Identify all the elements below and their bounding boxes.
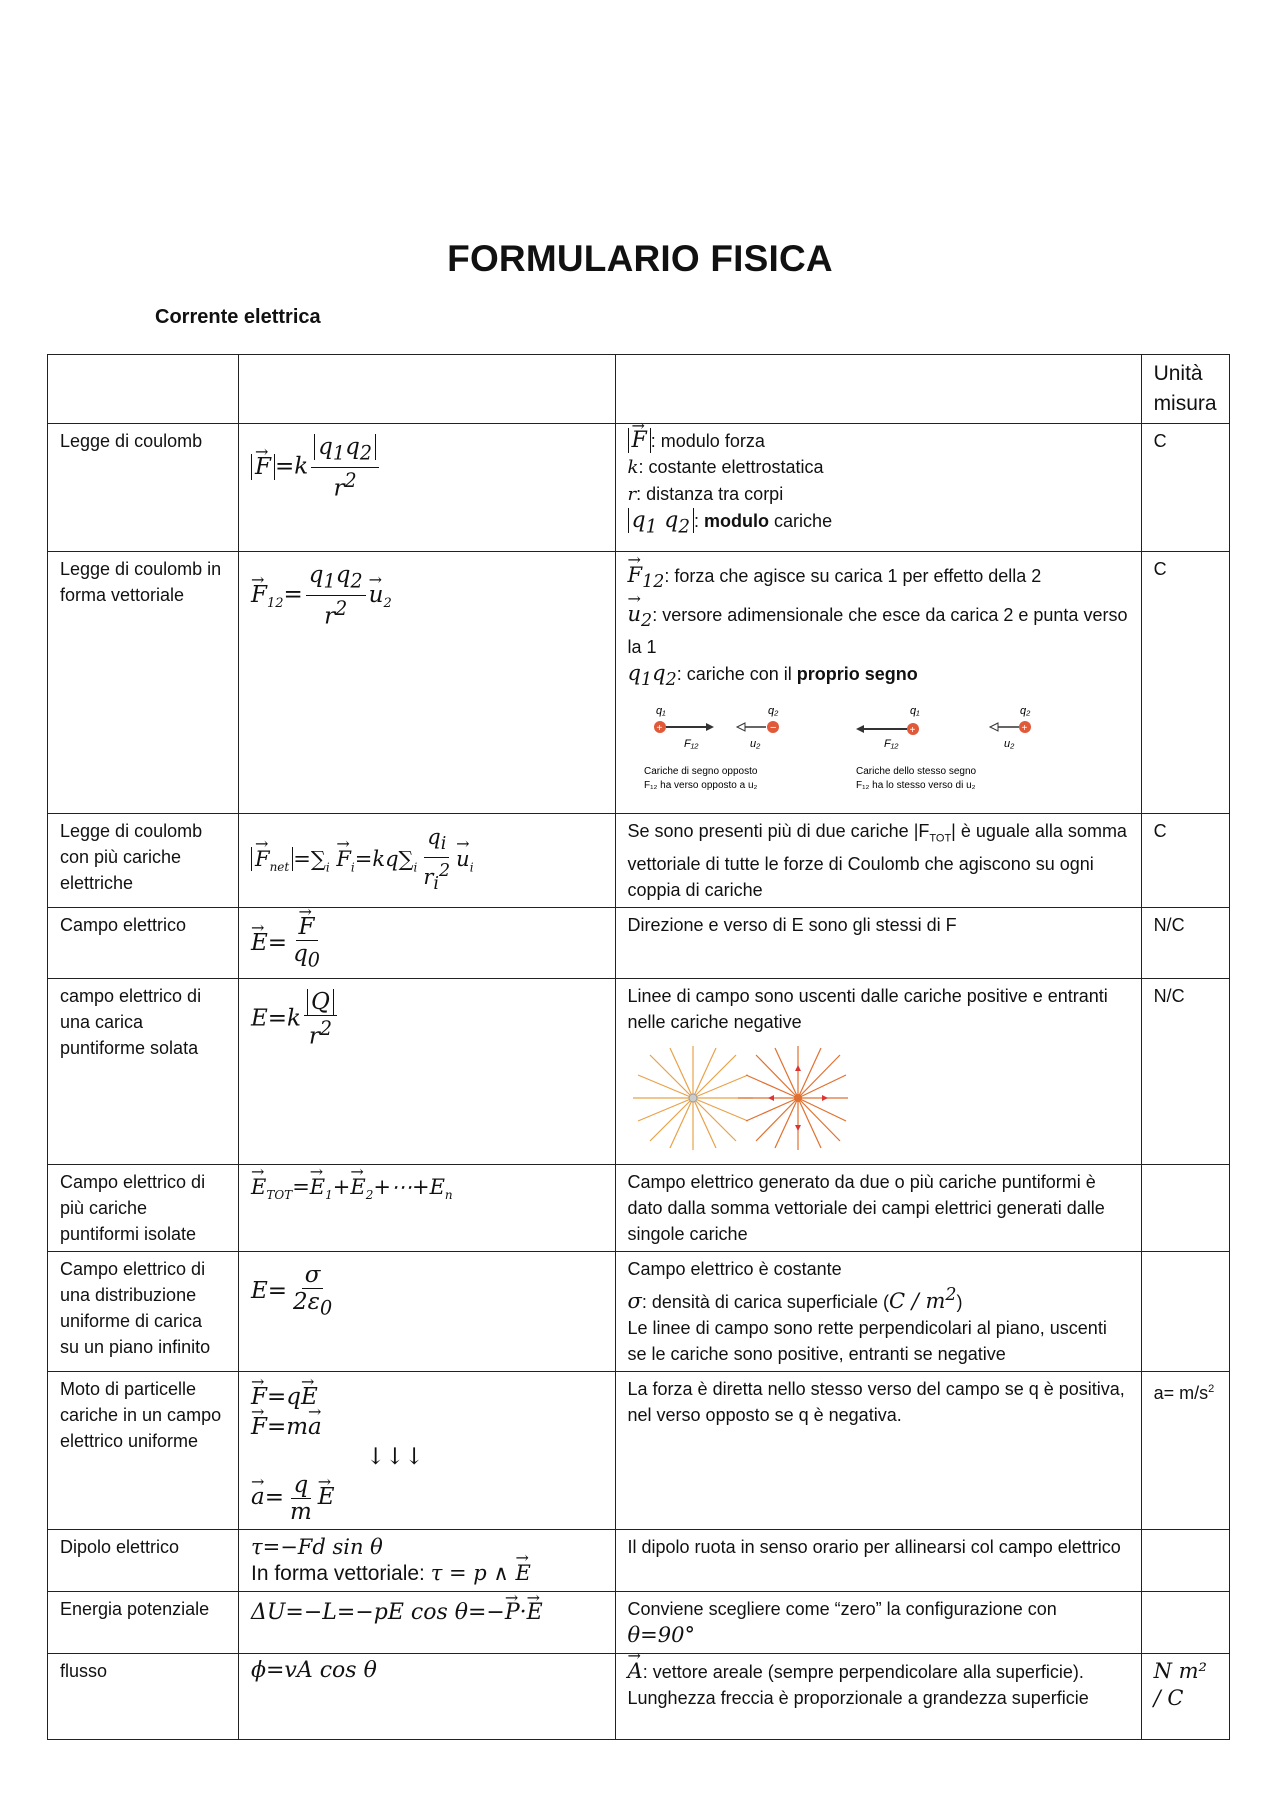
svg-text:u₂: u₂: [1003, 737, 1014, 750]
svg-text:−: −: [769, 721, 776, 734]
caption-right: Cariche dello stesso segno: [855, 765, 976, 777]
field-lines-diagram: [628, 1043, 848, 1153]
row-unit: C: [1141, 813, 1229, 908]
row-name: Campo elettrico: [48, 908, 239, 979]
caption-left: Cariche di segno opposto: [643, 765, 757, 777]
table-row: [48, 978, 1230, 1164]
section-heading: Corrente elettrica: [155, 306, 321, 328]
svg-text:F₁₂: F₁₂: [683, 737, 698, 750]
row-formula: [238, 908, 615, 979]
row-name: Campo elettrico di più cariche puntiformi isolate: [48, 1164, 239, 1251]
svg-text:F₁₂ ha verso opposto a u₂: F₁₂ ha verso opposto a u₂: [643, 779, 757, 791]
table-row: [48, 1371, 1230, 1529]
row-formula: [238, 424, 615, 552]
svg-text:u₂: u₂: [749, 737, 760, 750]
table-row: [48, 1529, 1230, 1591]
svg-text:F₁₂ ha lo stesso verso di u₂: F₁₂ ha lo stesso verso di u₂: [855, 779, 976, 791]
formula: → $E_{TOT}=\to E_1+\to$ $E_2+\cdots+E_n$: [251, 1169, 603, 1211]
row-description: Direzione e verso di E sono gli stessi di F: [615, 908, 1141, 979]
implies-arrows: ↓↓↓: [365, 1443, 424, 1470]
row-unit: N/C: [1141, 908, 1229, 979]
header-cell-empty: [615, 355, 1141, 424]
formula: E= $\frac{\sigma}{2\varepsilon_0}$: [250, 1261, 333, 1320]
negative-charge: [689, 1094, 697, 1102]
document-title: FORMULARIO FISICA: [447, 238, 833, 279]
row-name: Campo elettrico di una distribuzione uniforme di carica su un piano infinito: [48, 1251, 239, 1371]
row-unit: N m² / C: [1141, 1653, 1229, 1739]
row-description: Il dipolo ruota in senso orario per allinearsi col campo elettrico: [615, 1529, 1141, 1591]
formula: → F =k $\frac{q_1q_2}{r^2}$: [251, 428, 603, 501]
row-unit: [1141, 1251, 1229, 1371]
header-cell-empty: [48, 355, 239, 424]
row-name: Legge di coulomb con più cariche elettriche: [48, 813, 239, 908]
label-q2: q₂: [767, 704, 778, 717]
table-row: [48, 424, 1230, 552]
row-name: Legge di coulomb in forma vettoriale: [48, 552, 239, 814]
row-formula: ϕ=vA cos θ: [238, 1653, 615, 1739]
row-formula: ΔU=−L=−pE cos θ=−→ P·→ E: [238, 1591, 615, 1653]
row-description: → F : modulo forza k: costante elettrostatica r: distanza tra corpi $q_1$ $q_2$ : modulo cariche: [615, 424, 1141, 552]
row-unit: N/C: [1141, 978, 1229, 1164]
row-name: flusso: [48, 1653, 239, 1739]
row-unit: C: [1141, 424, 1229, 552]
row-description: La forza è diretta nello stesso verso del campo se q è positiva, nel verso opposto se q è negativa.: [615, 1371, 1141, 1529]
row-description: Campo elettrico generato da due o più cariche puntiformi è dato dalla somma vettoriale dei campi elettrici generati dalle singole cariche: [615, 1164, 1141, 1251]
svg-text:q₂: q₂: [1019, 704, 1030, 717]
row-description: Campo elettrico è costante σ: densità di carica superficiale $(C / m^2)$ Le linee di campo sono rette perpendicolari al piano, uscenti se le cariche sono positive, entranti se negative: [615, 1251, 1141, 1371]
row-unit: [1141, 1164, 1229, 1251]
formula: → E= → $\frac{F}{q_0}$: [251, 912, 603, 974]
row-name: Dipolo elettrico: [48, 1529, 239, 1591]
row-unit: [1141, 1591, 1229, 1653]
row-name: campo elettrico di una carica puntiforme solata: [48, 978, 239, 1164]
svg-text:+: +: [656, 722, 662, 734]
row-formula: [238, 1164, 615, 1251]
row-formula: [238, 813, 615, 908]
charges-figure: [628, 702, 1129, 809]
svg-text:+: +: [909, 724, 915, 736]
row-name: Energia potenziale: [48, 1591, 239, 1653]
row-description: Se sono presenti più di due cariche $|F_{TOT}|$ è uguale alla somma vettoriale di tutte le forze di Coulomb che agiscono su ogni coppia di cariche: [615, 813, 1141, 908]
positive-charge: [794, 1094, 802, 1102]
row-formula: τ=−Fd sin θ In forma vettoriale: τ = p ∧ → E: [238, 1529, 615, 1591]
svg-text:+: +: [1021, 722, 1027, 734]
row-unit: $a= m/s^2$: [1141, 1371, 1229, 1529]
row-description: Linee di campo sono uscenti dalle cariche positive e entranti nelle cariche negative: [615, 978, 1141, 1164]
table-row: [48, 908, 1230, 979]
row-description: → A: vettore areale (sempre perpendicolare alla superficie). Lunghezza freccia è proporzionale a grandezza superficie: [615, 1653, 1141, 1739]
row-unit: C: [1141, 552, 1229, 814]
table-row: [48, 1653, 1230, 1739]
field-lines-figure: [628, 1043, 1129, 1160]
row-formula: [238, 978, 615, 1164]
header-cell-empty: [238, 355, 615, 424]
row-name: Legge di coulomb: [48, 424, 239, 552]
row-name: Moto di particelle cariche in un campo elettrico uniforme: [48, 1371, 239, 1529]
row-description: → $F_{12}$: forza che agisce su carica 1 per effetto della 2 → $u_2$: versore adimensionale che esce da carica 2 e punta verso la 1 $q_1q_2$: cariche con il proprio segno q₁ q₂ + − F₁₂ u₂ Cariche di segno opposto F₁₂ ha verso opposto a u₂ q₁ q₂ + + F₁₂ u₂ Cariche dello stesso segno F₁₂ ha lo stesso verso di u₂: [615, 552, 1141, 814]
formula: → F=q→ E → F=m→ a ↓↓↓ → a= $\frac{q}{m}$ → E: [251, 1376, 603, 1525]
formula: E=k $\frac{Q}{r^2}$: [251, 983, 603, 1050]
row-formula: [238, 1371, 615, 1529]
formula: → $F_{12}=$ $\frac{q_1q_2}{r^2}$ → $u_2$: [251, 556, 603, 629]
svg-text:q₁: q₁: [909, 704, 920, 717]
header-unit: Unità misura: [1141, 355, 1229, 424]
row-formula: [238, 552, 615, 814]
row-description: Conviene scegliere come “zero” la configurazione con θ=90°: [615, 1591, 1141, 1653]
label-q1: q₁: [655, 704, 666, 717]
formula-table: [47, 354, 1230, 1740]
row-unit: [1141, 1529, 1229, 1591]
formula: → $F_{net} =\sum_i \to F_i=kq\sum_i$ $\frac{q_i}{r_i^2}$ → $u_i$: [251, 818, 603, 897]
row-formula: [238, 1251, 615, 1371]
table-row: [48, 552, 1230, 814]
table-row: [48, 1164, 1230, 1251]
svg-text:F₁₂: F₁₂: [883, 737, 898, 750]
table-row: [48, 813, 1230, 908]
table-row: [48, 1251, 1230, 1371]
